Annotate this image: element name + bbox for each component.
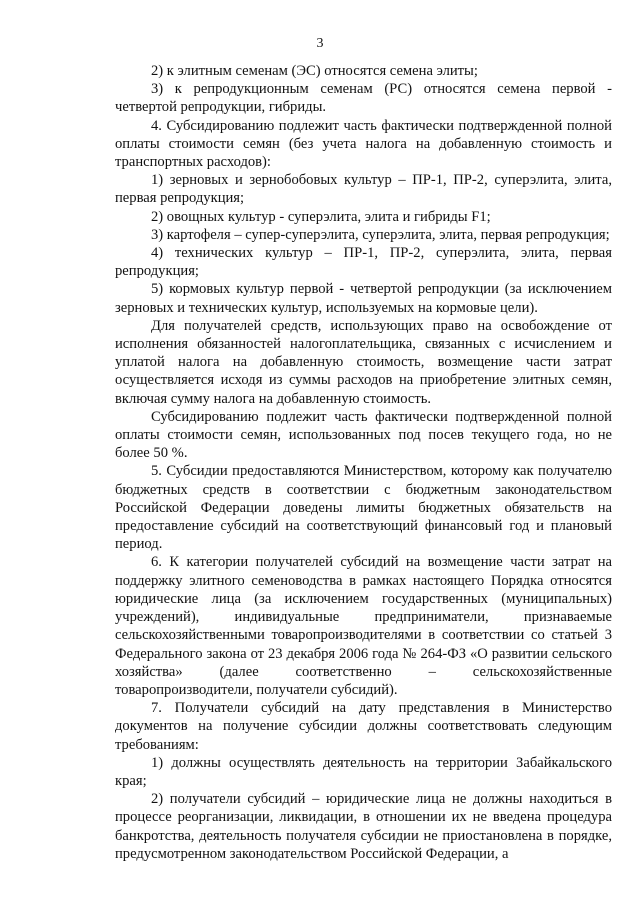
paragraph-item-3: 3) к репродукционным семенам (РС) относятся семена первой - четвертой репродукции, гибриды. <box>115 81 612 116</box>
paragraph-requirement-1: 1) должны осуществлять деятельность на территории Забайкальского края; <box>115 754 612 789</box>
paragraph-subsidy-limit: Субсидированию подлежит часть фактически подтвержденной полной оплаты стоимости семян, использованных под посев текущего года, но не более 50 %. <box>115 408 612 462</box>
paragraph-section-5: 5. Субсидии предоставляются Министерством, которому как получателю бюджетных средств в соответствии с бюджетным законодательством Российской Федерации доведены лимиты бюджетных обязательств на предоставление субсидий на соответствующий финансовый год и плановый период. <box>115 463 612 553</box>
paragraph-potato: 3) картофеля – супер-суперэлита, суперэлита, элита, первая репродукция; <box>151 226 610 243</box>
paragraph-technical-crops: 4) технических культур – ПР-1, ПР-2, суперэлита, элита, первая репродукция; <box>115 245 612 280</box>
paragraph-fodder-crops: 5) кормовых культур первой - четвертой репродукции (за исключением зерновых и технических культур, используемых на кормовые цели). <box>115 281 612 316</box>
paragraph-grain-crops: 1) зерновых и зернобобовых культур – ПР-1, ПР-2, суперэлита, элита, первая репродукция; <box>115 172 612 207</box>
paragraph-requirement-2: 2) получатели субсидий – юридические лица не должны находиться в процессе реорганизации, ликвидации, в отношении их не введена процедура банкротства, деятельность получателя субсидии не приостановлена в порядке, предусмотренном законодательством Российской Федерации, а <box>115 791 612 862</box>
paragraph-vat-exemption: Для получателей средств, использующих право на освобождение от исполнения обязанностей налогоплательщика, связанных с исчислением и уплатой налога на добавленную стоимость, возмещение части затрат осуществляется исходя из суммы расходов на приобретение элитных семян, включая сумму налога на добавленную стоимость. <box>115 317 612 407</box>
document-body <box>115 62 612 863</box>
paragraph-section-7: 7. Получатели субсидий на дату представления в Министерство документов на получение субсидии должны соответствовать следующим требованиям: <box>115 700 612 753</box>
paragraph-vegetable-crops: 2) овощных культур - суперэлита, элита и гибриды F1; <box>151 208 491 225</box>
paragraph-section-4: 4. Субсидированию подлежит часть фактически подтвержденной полной оплаты стоимости семян (без учета налога на добавленную стоимость и транспортных расходов): <box>115 117 612 171</box>
paragraph-section-6: 6. К категории получателей субсидий на возмещение части затрат на поддержку элитного семеноводства в рамках настоящего Порядка относятся юридические лица (за исключением государственных (муниципальных) учреждений), индивидуальные предприниматели, признаваемые сельскохозяйственными товаропроизводителями в соответствии со статьей 3 Федерального закона от 23 декабря 2006 года № 264-ФЗ «О развитии сельского хозяйства» (далее соответственно – сельскохозяйственные товаропроизводители, получатели субсидий). <box>115 554 612 698</box>
page-number: 3 <box>316 36 324 51</box>
paragraph-item-2: 2) к элитным семенам (ЭС) относятся семена элиты; <box>151 63 478 79</box>
